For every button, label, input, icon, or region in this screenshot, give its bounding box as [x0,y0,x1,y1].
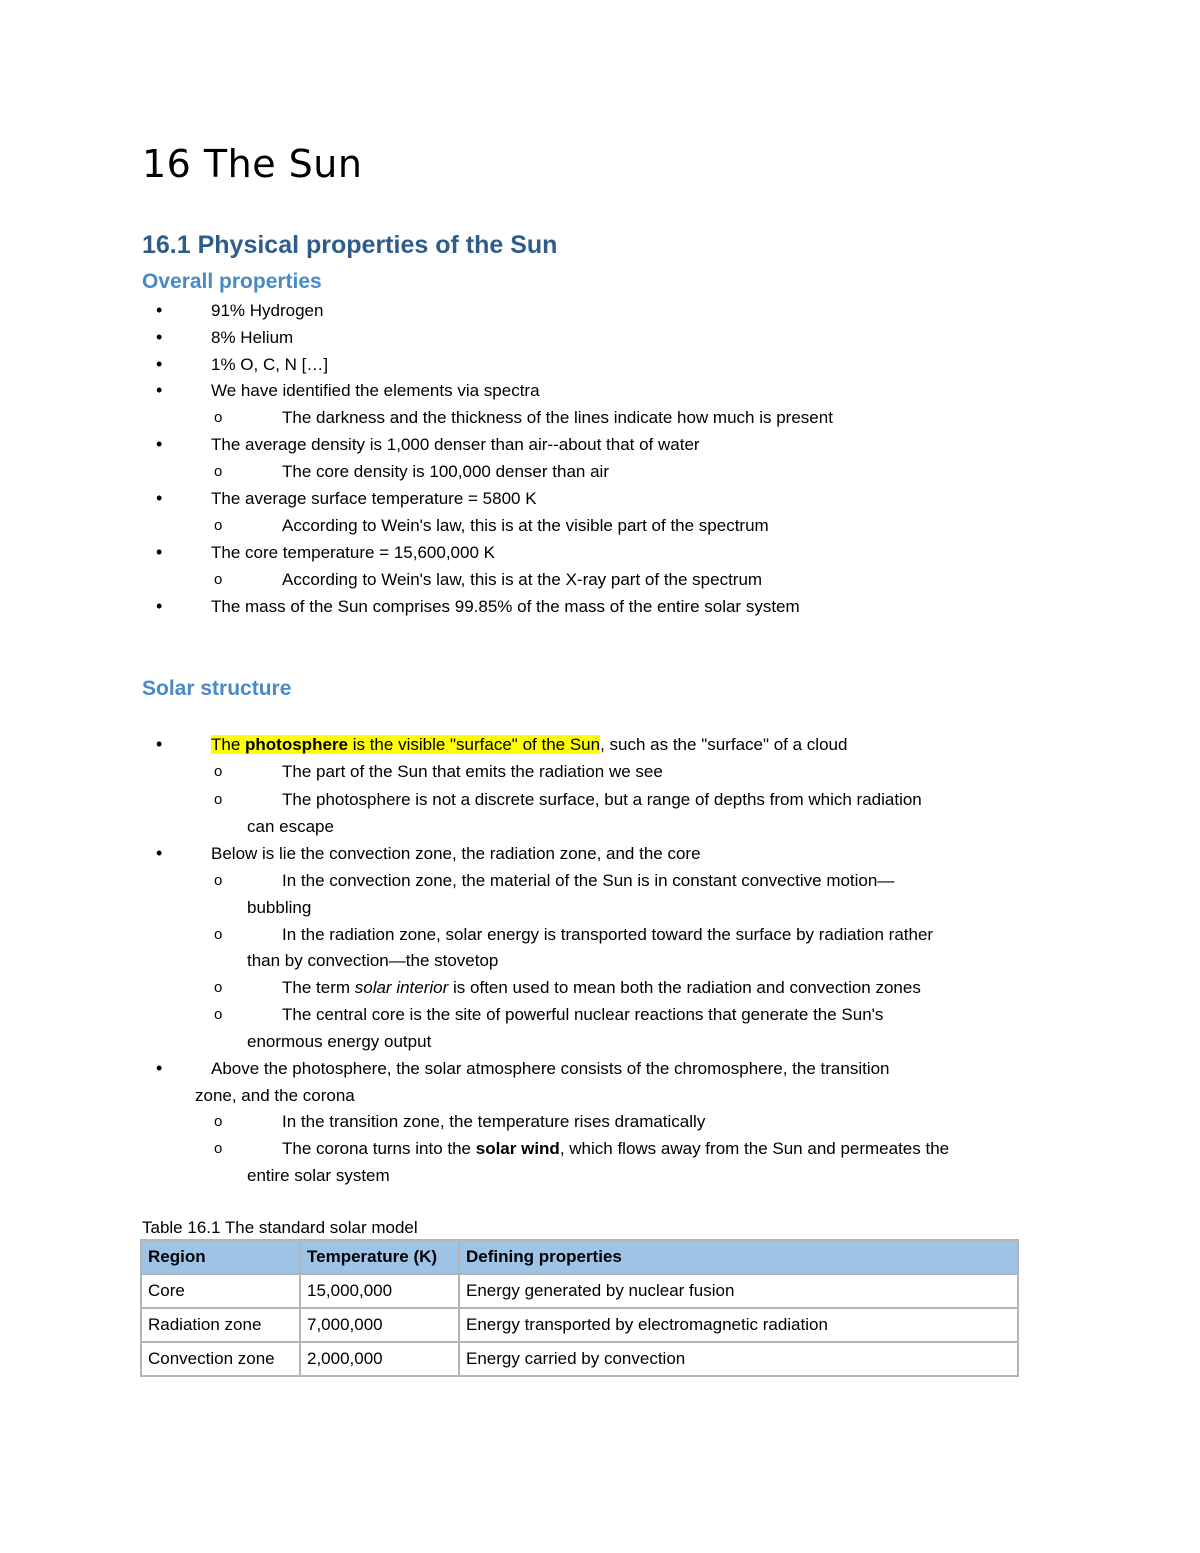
table-cell: Energy transported by electromagnetic radiation [459,1308,1018,1342]
section-heading: 16.1 Physical properties of the Sun [142,231,558,259]
circle-bullet-icon: o [214,517,223,534]
document-title: 16 The Sun [142,142,363,186]
bullet-icon: • [156,542,163,562]
bullet-icon: • [156,300,163,320]
table-cell: Energy generated by nuclear fusion [459,1274,1018,1308]
table-row [141,1342,1018,1376]
bullet-icon: • [156,488,163,508]
bullet-icon: • [156,1058,163,1078]
bullet-icon: • [156,327,163,347]
table-cell: Energy carried by convection [459,1342,1018,1376]
circle-bullet-icon: o [214,1006,223,1023]
bullet-icon: • [156,434,163,454]
column-header-region: Region [141,1240,300,1274]
table-cell: Core [141,1274,300,1308]
bullet-icon: • [156,734,163,754]
circle-bullet-icon: o [214,791,223,808]
circle-bullet-icon: o [214,979,223,996]
circle-bullet-icon: o [214,409,223,426]
circle-bullet-icon: o [214,571,223,588]
solar-structure-heading: Solar structure [142,677,292,700]
circle-bullet-icon: o [214,1113,223,1130]
table-caption: Table 16.1 The standard solar model [142,1218,418,1237]
column-header-defining-properties: Defining properties [459,1240,1018,1274]
bullet-icon: • [156,380,163,400]
bullet-icon: • [156,354,163,374]
circle-bullet-icon: o [214,872,223,889]
table-cell: 2,000,000 [300,1342,459,1376]
table-cell: Radiation zone [141,1308,300,1342]
table-row [141,1274,1018,1308]
column-header-temperature: Temperature (K) [300,1240,459,1274]
document-page: 16 The Sun 16.1 Physical properties of the Sun Overall properties • 91% Hydrogen • 8% Helium • 1% O, C, N […] • We have identified the elements via spectra o The darkness and the thickness of the lines indicate how much is present • The average density is 1,000 denser than air--about that of water o The core density is 100,000 denser than air • The average surface temperature = 5800 K o According to Wein's law, this is at the visible part of the spectrum • The core temperature = 15,600,000 K o According to Wein's law, this is at the X-ray part of the spectrum • The mass of the Sun comprises 99.85% of the mass of the entire solar system Solar structure • The photosphere is the visible "surface" of the Sun, such as the "surface" of a cloud o The part of the Sun that emits the radiation we see o The photosphere is not a discrete surface, but a range of depths from which radiation can escape • Below is lie the convection zone, the radiation zone, and the core o In the convection zone, the material of the Sun is in constant convective motion— bubbling o In the radiation zone, solar energy is transported toward the surface by radiation rather than by convection—the stovetop o The term solar interior is often used to mean both the radiation and convection zones o The central core is the site of powerful nuclear reactions that generate the Sun's enormous energy output • Above the photosphere, the solar atmosphere consists of the chromosphere, the transition zone, and the corona o In the transition zone, the temperature rises dramatically o The corona turns into the solar wind, which flows away from the Sun and permeates the entire solar system Table 16.1 The standard solar model Region Temperature (K) Defining properties Core 15,000,000 Energy generated by nuclear fusion Radiation zone 7,000,000 Energy transported by electromagnetic radiation Convection zone 2,000,000 Energy carried by convection [142,140,1062,192]
table-cell: Convection zone [141,1342,300,1376]
table-cell: 15,000,000 [300,1274,459,1308]
bullet-icon: • [156,843,163,863]
circle-bullet-icon: o [214,1140,223,1157]
solar-model-table [140,1239,1019,1377]
circle-bullet-icon: o [214,763,223,780]
overall-properties-heading: Overall properties [142,270,322,293]
circle-bullet-icon: o [214,926,223,943]
table-cell: 7,000,000 [300,1308,459,1342]
circle-bullet-icon: o [214,463,223,480]
bullet-icon: • [156,596,163,616]
highlighted-text: The photosphere is the visible "surface" of the Sun [211,735,601,754]
table-row [141,1308,1018,1342]
table-header-row [141,1240,1018,1274]
